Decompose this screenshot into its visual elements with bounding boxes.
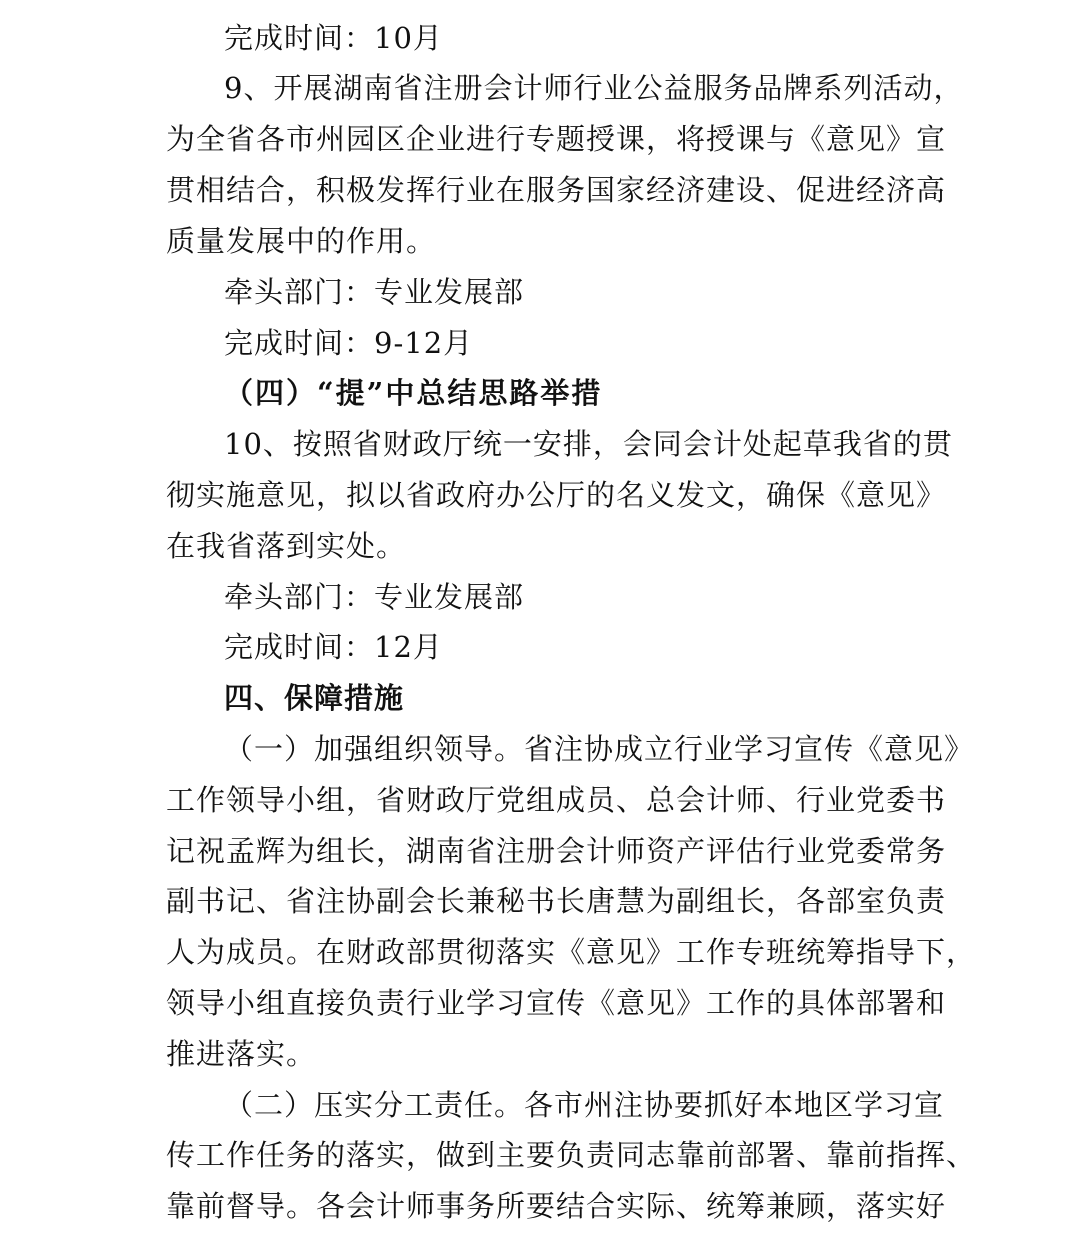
body-line: 记祝孟辉为组长，湖南省注册会计师资产评估行业党委常务 xyxy=(166,834,947,868)
body-line: 靠前督导。各会计师事务所要结合实际、统筹兼顾，落实好 xyxy=(166,1189,947,1223)
body-line: 在我省落到实处。 xyxy=(166,529,407,563)
item-9-line: 9、开展湖南省注册会计师行业公益服务品牌系列活动， xyxy=(224,71,964,105)
completion-time-line: 完成时间：12月 xyxy=(224,630,443,664)
body-line: 工作领导小组，省财政厅党组成员、总会计师、行业党委书 xyxy=(166,783,947,817)
body-line: 彻实施意见，拟以省政府办公厅的名义发文，确保《意见》 xyxy=(166,478,947,512)
paragraph-2-line: （二）压实分工责任。各市州注协要抓好本地区学习宣 xyxy=(224,1088,945,1122)
body-line: 人为成员。在财政部贯彻落实《意见》工作专班统筹指导下， xyxy=(166,935,977,969)
body-line: 传工作任务的落实，做到主要负责同志靠前部署、靠前指挥、 xyxy=(166,1138,977,1172)
body-line: 贯相结合，积极发挥行业在服务国家经济建设、促进经济高 xyxy=(166,173,947,207)
body-line: 为全省各市州园区企业进行专题授课，将授课与《意见》宣 xyxy=(166,122,947,156)
body-line: 推进落实。 xyxy=(166,1037,317,1071)
body-line: 副书记、省注协副会长兼秘书长唐慧为副组长，各部室负责 xyxy=(166,884,947,918)
body-line: 质量发展中的作用。 xyxy=(166,224,437,258)
body-line: 领导小组直接负责行业学习宣传《意见》工作的具体部署和 xyxy=(166,986,947,1020)
item-10-line: 10、按照省财政厅统一安排，会同会计处起草我省的贯 xyxy=(224,427,953,461)
section-heading: （四）“提”中总结思路举措 xyxy=(224,376,603,410)
completion-time-line: 完成时间：9-12月 xyxy=(224,326,474,360)
lead-department-line: 牵头部门：专业发展部 xyxy=(224,580,525,614)
completion-time-line: 完成时间：10月 xyxy=(224,21,443,55)
chapter-heading: 四、保障措施 xyxy=(224,681,405,715)
lead-department-line: 牵头部门：专业发展部 xyxy=(224,275,525,309)
paragraph-1-line: （一）加强组织领导。省注协成立行业学习宣传《意见》 xyxy=(224,732,975,766)
